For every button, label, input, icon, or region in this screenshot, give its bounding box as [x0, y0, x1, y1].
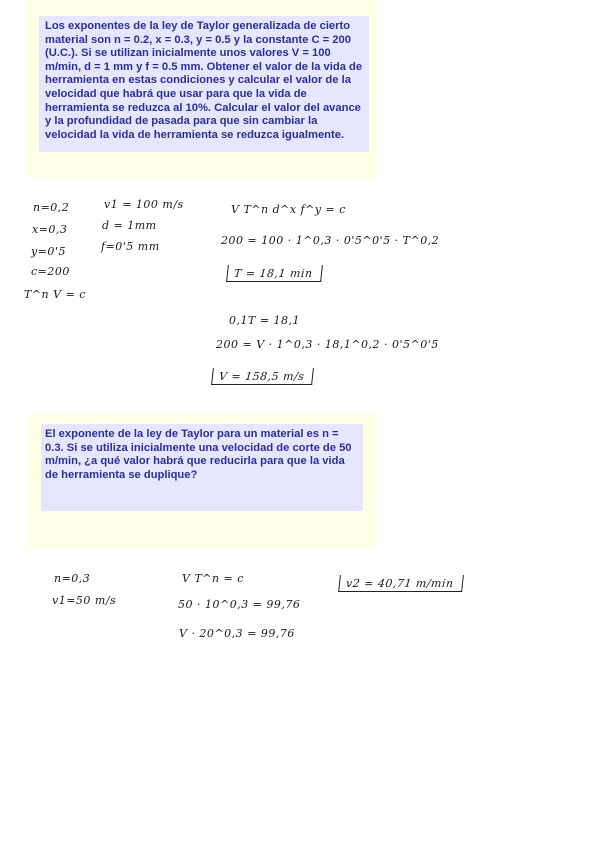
problem-1-text: Los exponentes de la ley de Taylor generalizada de cierto material son n = 0.2, x = 0.3, y = 0.5 y la constante C = 200 (U.C.). Si se utilizan inicialmente unos valores V = 100 m/min, d = 1 mm y f = 0.5 mm. Obtener el valor de la vida de herramienta en estas condiciones y calcular el valor de la velocidad que habrá que usar para que la vida de herramienta se reduzca al 10%. Calcular el valor del avance y la profundidad de pasada para que sin cambiar la velocidad la vida de herramienta se reduzca igualmente.: [45, 20, 363, 141]
note-x: x=0,3: [32, 223, 68, 236]
problem-2-box: [41, 424, 363, 511]
note-result-1: T = 18,1 min: [226, 265, 322, 282]
note2-result: v2 = 40,71 m/min: [338, 575, 463, 592]
note-n: n=0,2: [33, 201, 70, 214]
problem-2-text: El exponente de la ley de Taylor para un material es n = 0.3. Si se utiliza inicialmente una velocidad de corte de 50 m/min, ¿a qué valor habrá que reducirla para que la vida de herramienta se duplique?: [45, 428, 352, 481]
note-taylor-simple: T^n V = c: [24, 288, 86, 301]
note2-taylor: V T^n = c: [182, 572, 244, 585]
note2-eq2: V · 20^0,3 = 99,76: [179, 627, 295, 640]
note-y: y=0'5: [31, 245, 66, 258]
note-taylor-general: V T^n d^x f^y = c: [231, 203, 346, 216]
note-c: c=200: [31, 265, 70, 278]
note-eq1: 200 = 100 · 1^0,3 · 0'5^0'5 · T^0,2: [221, 234, 440, 247]
note-v1: v1 = 100 m/s: [104, 198, 184, 211]
note2-n: n=0,3: [54, 572, 91, 585]
note-d: d = 1mm: [102, 219, 157, 232]
note-f: f=0'5 mm: [101, 240, 160, 253]
problem-1-box: [39, 16, 369, 152]
note-t10: 0,1T = 18,1: [229, 314, 301, 327]
note2-eq1: 50 · 10^0,3 = 99,76: [178, 598, 301, 611]
note2-v1: v1=50 m/s: [52, 594, 117, 607]
note-result-2: V = 158,5 m/s: [211, 368, 314, 385]
note-eq2: 200 = V · 1^0,3 · 18,1^0,2 · 0'5^0'5: [216, 338, 439, 351]
